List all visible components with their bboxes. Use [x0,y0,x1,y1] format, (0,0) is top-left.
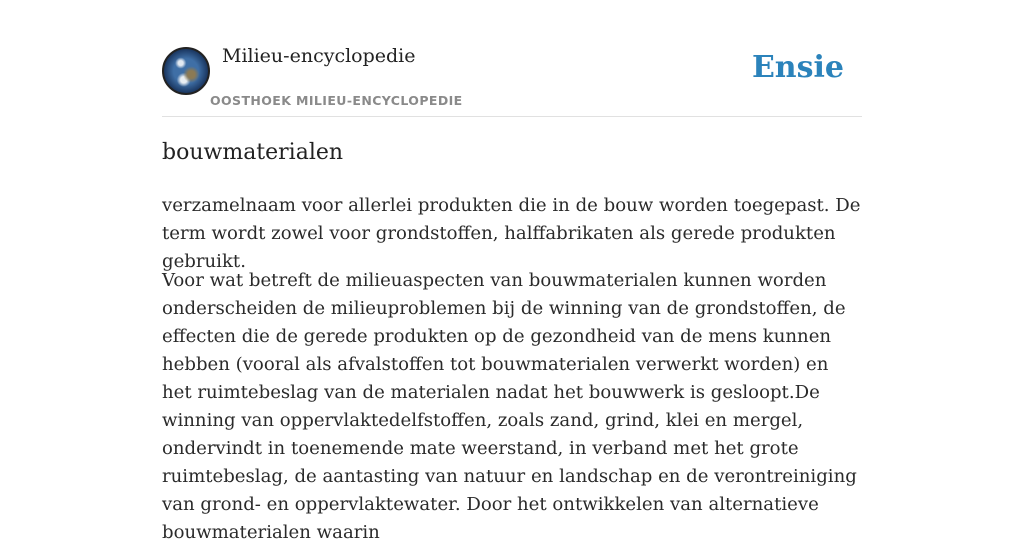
site-subtitle: OOSTHOEK MILIEU-ENCYCLOPEDIE [210,93,463,108]
article-paragraph-1: verzamelnaam voor allerlei produkten die in de bouw worden toegepast. De term wordt zowel voor grondstoffen, halffabrikaten als gerede produkten gebruikt. [162,195,861,272]
article-paragraph-2: Voor wat betreft de milieuaspecten van bouwmaterialen kunnen worden onderscheiden de milieuproblemen bij de winning van de grondstoffen, de effecten die de gerede produkten op de gezondheid van de mens kunnen hebben (vooral als afvalstoffen tot bouwmaterialen verwerkt worden) en het ruimtebeslag van de materialen nadat het bouwwerk is gesloopt.De winning van oppervlaktedelfstoffen, zoals zand, grind, klei en mergel, ondervindt in toenemende mate weerstand, in verband met het grote ruimtebeslag, de aantasting van natuur en landschap en de verontreiniging van grond- en oppervlaktewater. Door het ontwikkelen van alternatieve bouwmaterialen waarin [162,270,857,543]
brand-logo-link[interactable]: Ensie [751,50,844,85]
page [162,0,862,543]
site-name-link[interactable]: Milieu-encyclopedie [222,45,416,67]
article-title: bouwmaterialen [162,140,344,165]
earth-globe-logo-icon[interactable] [162,47,210,95]
site-header [162,0,862,117]
